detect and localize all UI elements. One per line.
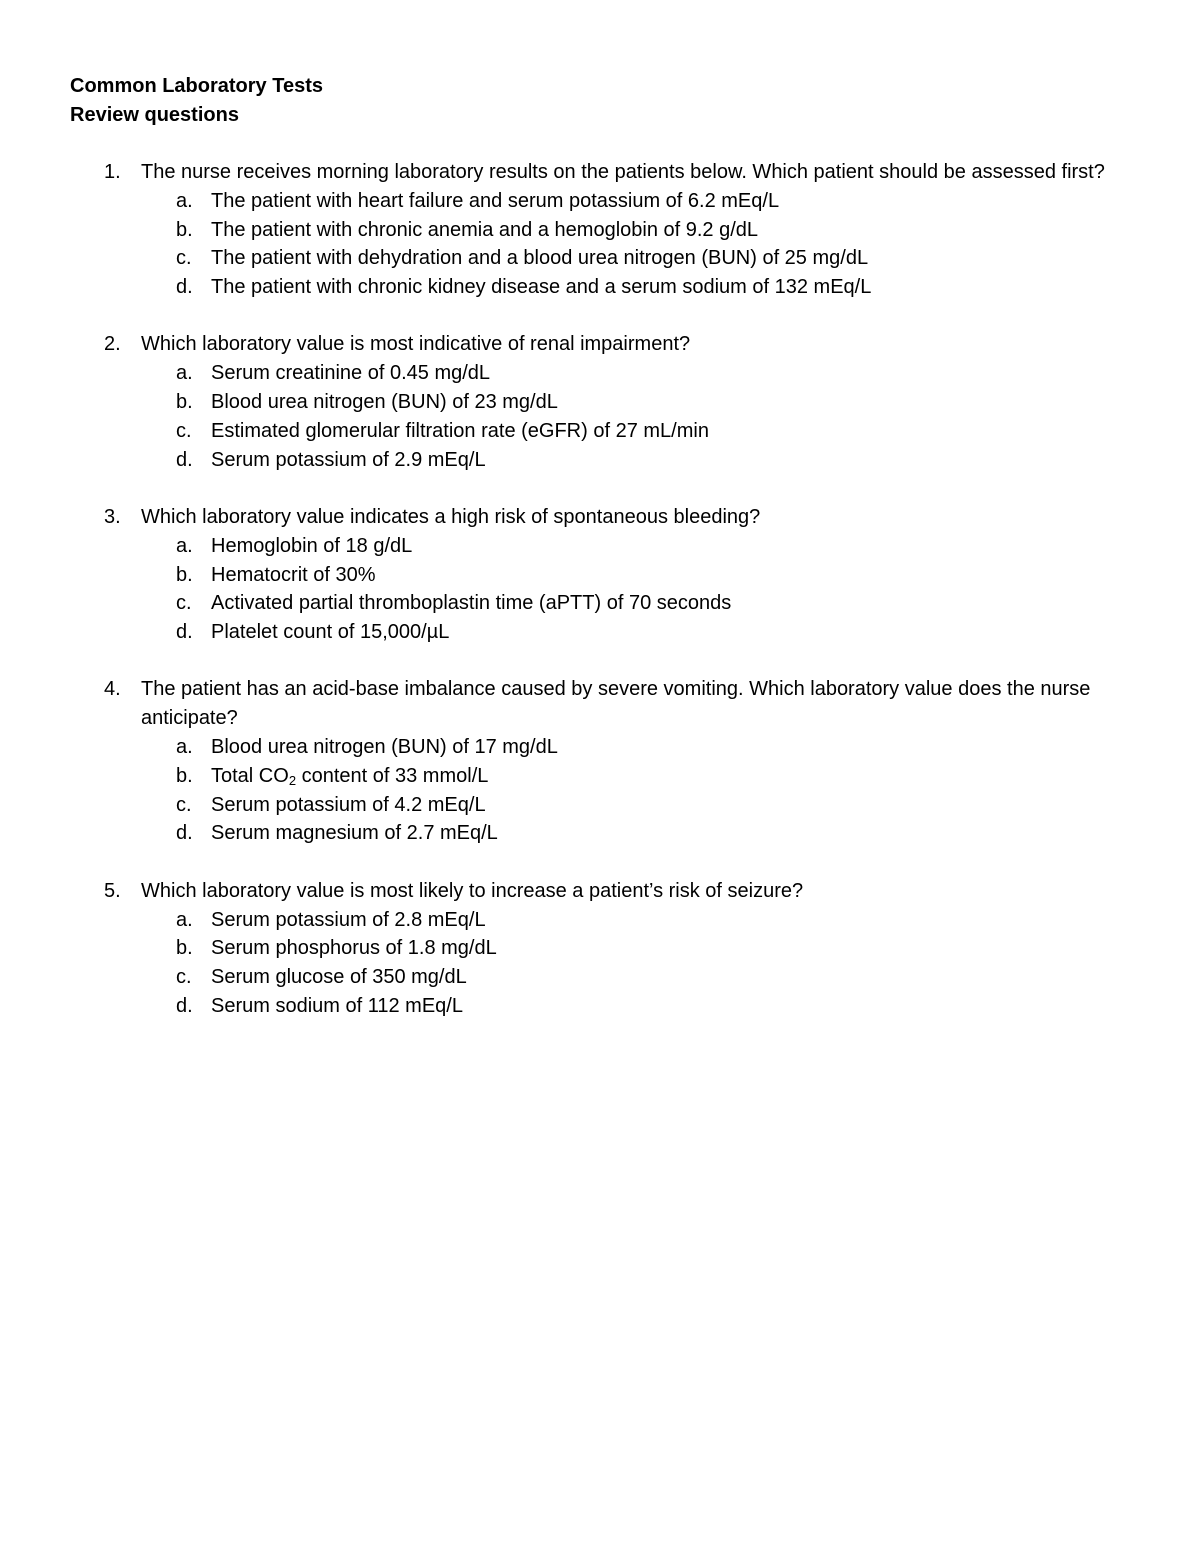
answer-options [141,359,1140,474]
option-text: Blood urea nitrogen (BUN) of 23 mg/dL [211,391,558,414]
answer-option-c [141,417,1140,446]
question-text: Which laboratory value is most indicative of renal impairment? [141,333,691,356]
option-text-after: content of 33 mmol/L [296,764,489,787]
answer-option-a [141,733,1140,762]
option-text: The patient with heart failure and serum potassium of 6.2 mEq/L [211,189,780,212]
option-text: The patient with dehydration and a blood urea nitrogen (BUN) of 25 mg/dL [211,247,869,270]
answer-option-c [141,963,1140,992]
question-text: The patient has an acid-base imbalance caused by severe vomiting. Which laboratory value does the nurse anticipate? [141,678,1091,730]
option-letter: b. [176,764,193,787]
question-number: 5. [104,879,121,902]
answer-option-b [141,216,1140,245]
option-letter: d. [176,621,193,644]
question-text: Which laboratory value is most likely to increase a patient’s risk of seizure? [141,879,804,902]
answer-option-d [141,992,1140,1021]
option-letter: c. [176,419,192,442]
option-letter: c. [176,247,192,270]
question-text: Which laboratory value indicates a high risk of spontaneous bleeding? [141,505,761,528]
option-text: Blood urea nitrogen (BUN) of 17 mg/dL [211,736,558,759]
question-number: 3. [104,505,121,528]
question-1 [70,158,1140,302]
answer-options [141,906,1140,1021]
subscript: 2 [288,772,297,788]
answer-option-a [141,532,1140,561]
option-letter: d. [176,448,193,471]
question-number: 4. [104,678,121,701]
answer-option-a [141,187,1140,216]
option-letter: d. [176,822,193,845]
option-text [211,765,488,787]
document-body [70,72,1140,1049]
option-letter: c. [176,592,192,615]
answer-option-d [141,618,1140,647]
option-text: Hemoglobin of 18 g/dL [211,534,413,557]
question-number: 2. [104,333,121,356]
option-text: Serum creatinine of 0.45 mg/dL [211,362,491,385]
option-text: Serum potassium of 2.8 mEq/L [211,908,486,931]
answer-option-c [141,589,1140,618]
document-subtitle: Review questions [70,104,239,126]
option-text: Serum glucose of 350 mg/dL [211,966,467,989]
answer-option-b [141,934,1140,963]
question-2 [70,330,1140,474]
answer-options [141,187,1140,302]
option-text: Activated partial thromboplastin time (aPTT) of 70 seconds [211,592,732,615]
answer-option-b [141,762,1140,791]
option-text-before: Total CO [211,764,289,787]
option-letter: d. [176,276,193,299]
option-letter: b. [176,218,193,241]
answer-option-a [141,906,1140,935]
option-letter: a. [176,534,193,557]
question-list [70,158,1140,1021]
option-letter: a. [176,908,193,931]
answer-option-d [141,819,1140,848]
question-3 [70,503,1140,647]
answer-option-c [141,244,1140,273]
option-text: Serum potassium of 2.9 mEq/L [211,448,486,471]
option-letter: b. [176,563,193,586]
option-letter: b. [176,391,193,414]
option-letter: d. [176,994,193,1017]
answer-option-d [141,446,1140,475]
answer-option-c [141,791,1140,820]
option-letter: b. [176,937,193,960]
option-text: Serum sodium of 112 mEq/L [211,994,463,1017]
option-text: The patient with chronic anemia and a hemoglobin of 9.2 g/dL [211,218,759,241]
answer-option-b [141,388,1140,417]
option-text: Platelet count of 15,000/µL [211,621,450,644]
answer-option-b [141,561,1140,590]
answer-option-d [141,273,1140,302]
option-text: Serum phosphorus of 1.8 mg/dL [211,937,497,960]
answer-options [141,733,1140,848]
answer-option-a [141,359,1140,388]
option-letter: a. [176,736,193,759]
question-5 [70,877,1140,1021]
document-title: Common Laboratory Tests [70,75,323,97]
question-number: 1. [104,161,121,183]
option-text: Serum magnesium of 2.7 mEq/L [211,822,498,845]
option-letter: a. [176,189,193,212]
option-text: The patient with chronic kidney disease and a serum sodium of 132 mEq/L [211,276,872,299]
option-letter: c. [176,966,192,989]
option-letter: a. [176,362,193,385]
question-4 [70,675,1140,848]
question-text: The nurse receives morning laboratory results on the patients below. Which patient should be assessed first? [141,161,1105,183]
option-text: Serum potassium of 4.2 mEq/L [211,793,486,816]
option-text: Hematocrit of 30% [211,563,376,586]
option-letter: c. [176,793,192,816]
answer-options [141,532,1140,647]
option-text: Estimated glomerular filtration rate (eGFR) of 27 mL/min [211,419,709,442]
